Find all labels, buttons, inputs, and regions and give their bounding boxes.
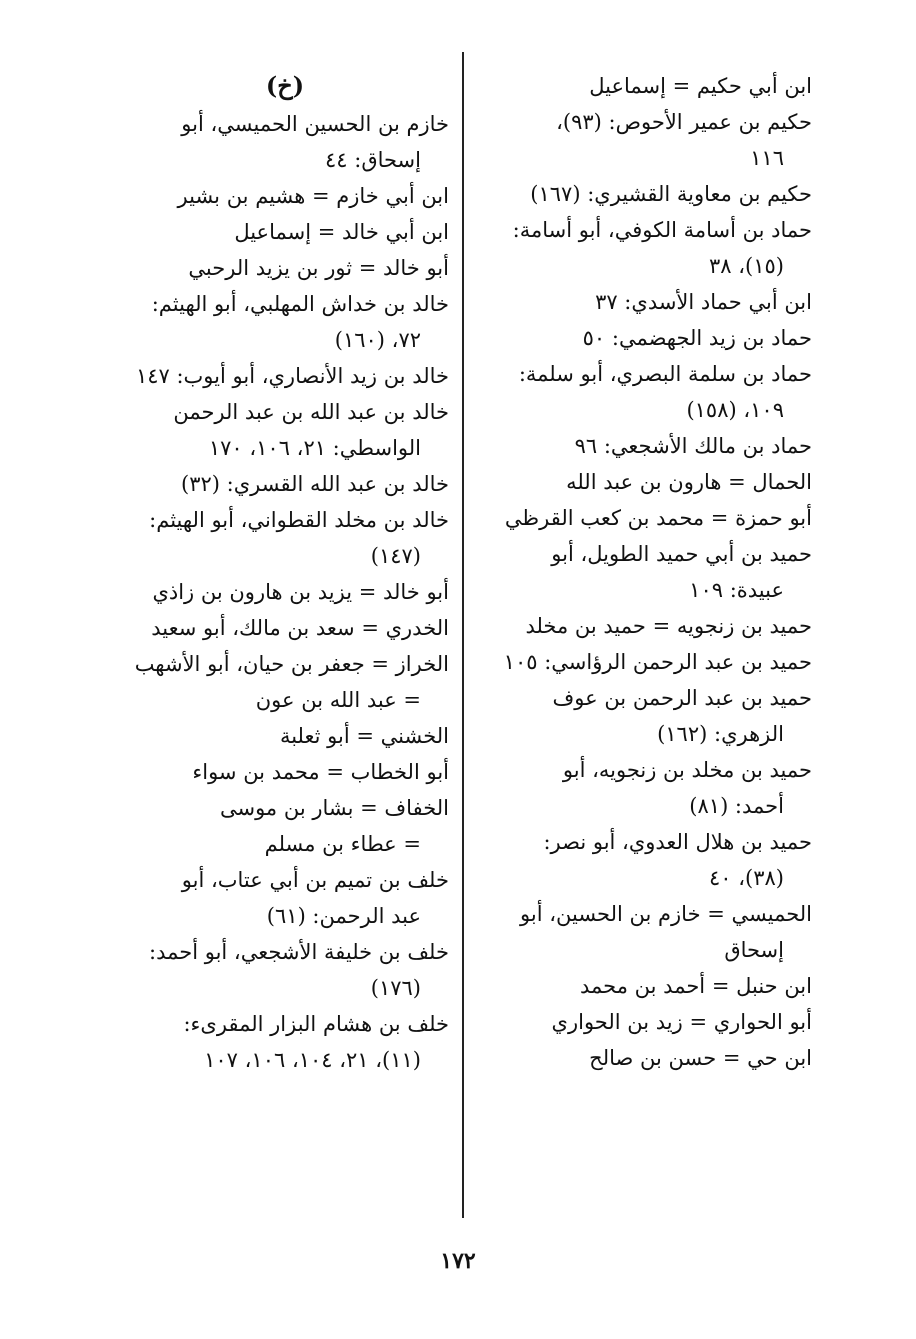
entry-text: خازم بن الحسين الحميسي، أبو	[181, 112, 449, 136]
index-entry	[478, 1040, 818, 1076]
entry-text: الخراز = جعفر بن حيان، أبو الأشهب	[134, 652, 449, 676]
entry-continuation: ١١٦	[750, 146, 784, 170]
entry-continuation: عبد الرحمن: (٦١)	[266, 904, 421, 928]
index-entry	[478, 896, 818, 968]
index-entry	[115, 790, 455, 862]
entry-text: خلف بن خليفة الأشجعي، أبو أحمد:	[149, 940, 449, 964]
entry-text: الحميسي = خازم بن الحسين، أبو	[520, 902, 812, 926]
entry-text: ابن أبي خازم = هشيم بن بشير	[177, 184, 449, 208]
entry-text: خلف بن تميم بن أبي عتاب، أبو	[181, 868, 449, 892]
entry-text: خالد بن عبد الله القسري: (٣٢)	[181, 472, 449, 496]
entry-continuation: الزهري: (١٦٢)	[657, 722, 784, 746]
index-entry	[478, 968, 818, 1004]
index-entry	[478, 284, 818, 320]
index-entry	[115, 466, 455, 502]
entry-text: حماد بن مالك الأشجعي: ٩٦	[574, 434, 812, 458]
index-entry	[478, 176, 818, 212]
index-entry	[115, 502, 455, 574]
entry-text: ابن أبي خالد = إسماعيل	[234, 220, 449, 244]
entry-text: ابن حي = حسن بن صالح	[589, 1046, 812, 1070]
index-entry	[478, 464, 818, 500]
index-entry	[478, 536, 818, 608]
index-entry	[115, 106, 455, 178]
entry-continuation: (١٥)، ٣٨	[709, 254, 784, 278]
entry-text: ابن أبي حكيم = إسماعيل	[589, 74, 812, 98]
entry-text: حماد بن زيد الجهضمي: ٥٠	[582, 326, 812, 350]
index-entry	[478, 104, 818, 176]
index-entry	[478, 824, 818, 896]
column-divider	[462, 52, 464, 1218]
index-entry	[115, 934, 455, 1006]
entry-text: الخفاف = بشار بن موسى	[219, 796, 449, 820]
entry-text: حماد بن أسامة الكوفي، أبو أسامة:	[512, 218, 812, 242]
entry-text: خالد بن خداش المهلبي، أبو الهيثم:	[151, 292, 449, 316]
entry-text: أبو الحواري = زيد بن الحواري	[551, 1010, 812, 1034]
entry-continuation: (١١)، ٢١، ١٠٤، ١٠٦، ١٠٧	[204, 1048, 421, 1072]
index-entry	[115, 574, 455, 610]
entry-text: خلف بن هشام البزار المقرىء:	[183, 1012, 449, 1036]
index-entry	[478, 752, 818, 824]
index-entry	[115, 862, 455, 934]
index-entry	[115, 646, 455, 718]
index-entry	[115, 610, 455, 646]
entry-text: حميد بن عبد الرحمن الرؤاسي: ١٠٥	[503, 650, 812, 674]
left-column	[115, 68, 455, 1078]
index-entry	[115, 214, 455, 250]
entry-text: ابن حنبل = أحمد بن محمد	[580, 974, 812, 998]
entry-text: الخشني = أبو ثعلبة	[279, 724, 449, 748]
index-entry	[115, 358, 455, 394]
entry-text: أبو خالد = ثور بن يزيد الرحبي	[188, 256, 449, 280]
entry-continuation: الواسطي: ٢١، ١٠٦، ١٧٠	[208, 436, 421, 460]
index-entry	[115, 286, 455, 358]
entry-text: الخدري = سعد بن مالك، أبو سعيد	[151, 616, 449, 640]
entry-text: خالد بن زيد الأنصاري، أبو أيوب: ١٤٧	[135, 364, 449, 388]
index-entry	[478, 1004, 818, 1040]
entry-text: حكيم بن معاوية القشيري: (١٦٧)	[530, 182, 812, 206]
right-column	[478, 68, 818, 1076]
entry-text: ابن أبي حماد الأسدي: ٣٧	[595, 290, 812, 314]
index-entry	[478, 356, 818, 428]
index-entry	[115, 1006, 455, 1078]
page-number: ١٧٢	[440, 1248, 476, 1274]
entry-continuation: (٣٨)، ٤٠	[709, 866, 784, 890]
entry-text: خالد بن مخلد القطواني، أبو الهيثم:	[149, 508, 449, 532]
entry-continuation: ٧٢، (١٦٠)	[334, 328, 421, 352]
entry-continuation: أحمد: (٨١)	[689, 794, 784, 818]
entry-continuation: (١٧٦)	[370, 976, 421, 1000]
index-entry	[478, 68, 818, 104]
index-entry	[478, 212, 818, 284]
entry-continuation: إسحاق	[724, 938, 784, 962]
index-entry	[115, 754, 455, 790]
index-entry	[115, 178, 455, 214]
entry-text: حماد بن سلمة البصري، أبو سلمة:	[518, 362, 812, 386]
index-entry	[478, 644, 818, 680]
index-entry	[115, 718, 455, 754]
entry-continuation: عبيدة: ١٠٩	[689, 578, 784, 602]
entry-text: حميد بن عبد الرحمن بن عوف	[552, 686, 812, 710]
left-entries	[115, 106, 455, 1078]
entry-text: حميد بن زنجويه = حميد بن مخلد	[525, 614, 812, 638]
entry-text: أبو الخطاب = محمد بن سواء	[192, 760, 449, 784]
entry-text: أبو حمزة = محمد بن كعب القرظي	[504, 506, 812, 530]
entry-continuation: = عطاء بن مسلم	[264, 832, 421, 856]
entry-text: حميد بن مخلد بن زنجويه، أبو	[562, 758, 812, 782]
entry-text: حميد بن هلال العدوي، أبو نصر:	[543, 830, 812, 854]
entry-continuation: إسحاق: ٤٤	[325, 148, 421, 172]
index-entry	[478, 608, 818, 644]
section-heading: (خ)	[265, 71, 305, 100]
entry-text: حميد بن أبي حميد الطويل، أبو	[551, 542, 812, 566]
index-entry	[478, 500, 818, 536]
entry-continuation: ١٠٩، (١٥٨)	[686, 398, 784, 422]
entry-text: خالد بن عبد الله بن عبد الرحمن	[173, 400, 449, 424]
index-entry	[478, 428, 818, 464]
index-entry	[478, 680, 818, 752]
index-entry	[478, 320, 818, 356]
entry-continuation: (١٤٧)	[370, 544, 421, 568]
index-entry	[115, 250, 455, 286]
entry-text: حكيم بن عمير الأحوص: (٩٣)،	[556, 110, 812, 134]
entry-continuation: = عبد الله بن عون	[255, 688, 421, 712]
index-entry	[115, 394, 455, 466]
entry-text: الحمال = هارون بن عبد الله	[566, 470, 812, 494]
entry-text: أبو خالد = يزيد بن هارون بن زاذي	[152, 580, 449, 604]
